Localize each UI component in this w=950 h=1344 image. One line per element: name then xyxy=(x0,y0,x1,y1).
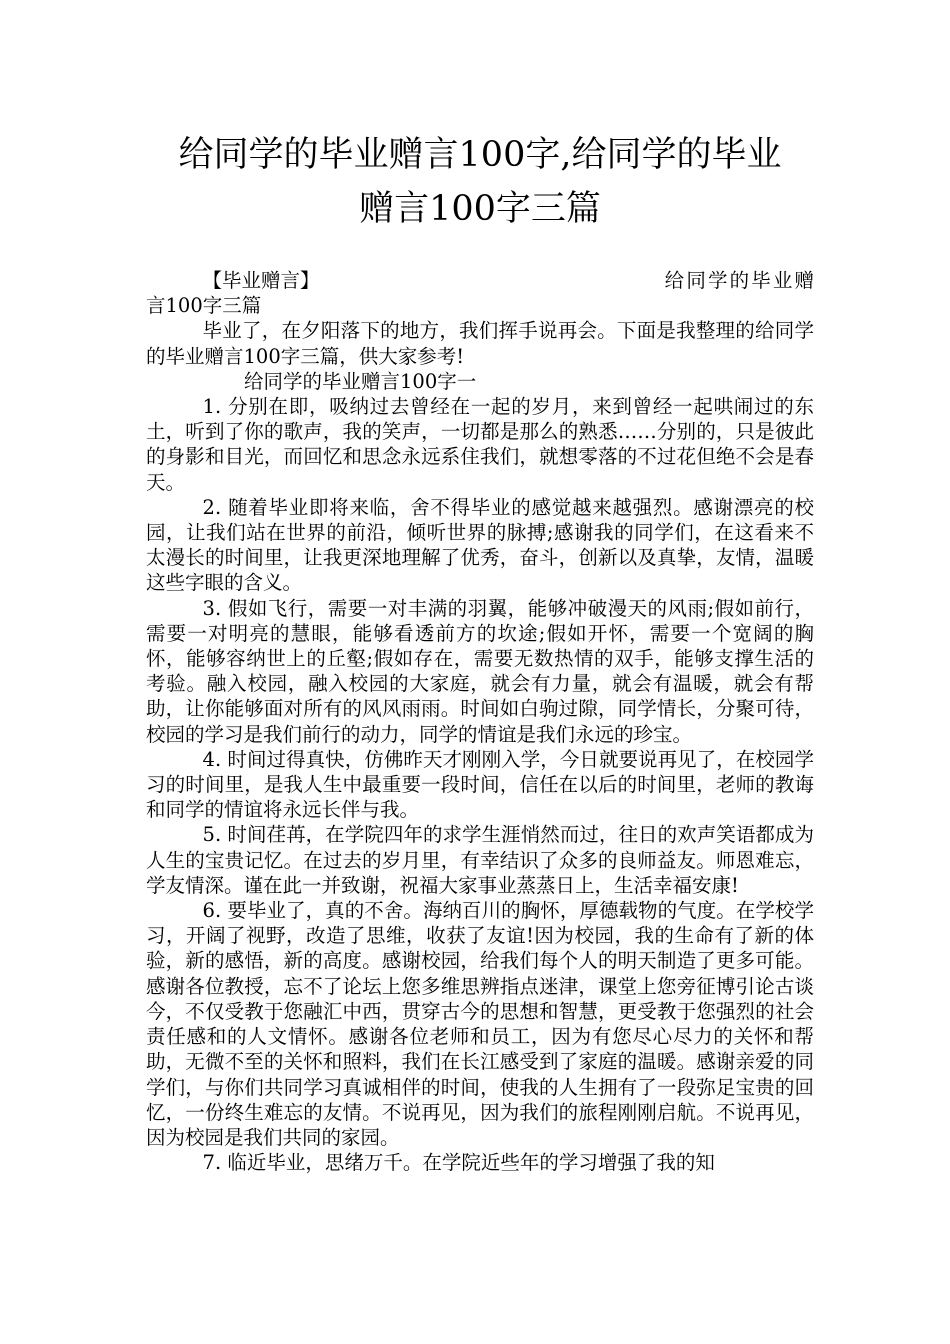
tag-title: 给同学的毕业赠言100字三篇 xyxy=(146,269,814,318)
paragraph-4: 4. 时间过得真快，仿佛昨天才刚刚入学，今日就要说再见了，在校园学习的时间里，是我人生中最重要一段时间，信任在以后的时间里，老师的教诲和同学的情谊将永远长伴与我。 xyxy=(146,747,814,822)
document-title: 给同学的毕业赠言100字,给同学的毕业赠言100字三篇 xyxy=(178,135,782,229)
paragraph-1: 1. 分别在即，吸纳过去曾经在一起的岁月，来到曾经一起哄闹过的东土，听到了你的歌声，我的笑声，一切都是那么的熟悉……分别的，只是彼此的身影和目光，而回忆和思念永远系住我们，就想零落的不过花但绝不会是春天。 xyxy=(146,395,814,494)
document-page xyxy=(146,128,814,1175)
document-body xyxy=(146,268,814,1175)
paragraph-3: 3. 假如飞行，需要一对丰满的羽翼，能够冲破漫天的风雨;假如前行，需要一对明亮的慧眼，能够看透前方的坎途;假如开怀，需要一个宽阔的胸怀，能够容纳世上的丘壑;假如存在，需要无数热情的双手，能够支撑生活的考验。融入校园，融入校园的大家庭，就会有力量，就会有温暖，就会有帮助，让你能够面对所有的风风雨雨。时间如白驹过隙，同学情长，分聚可待，校园的学习是我们前行的动力，同学的情谊是我们永远的珍宝。 xyxy=(146,596,814,746)
section-heading: 给同学的毕业赠言100字一 xyxy=(244,369,477,393)
intro-paragraph: 毕业了，在夕阳落下的地方，我们挥手说再会。下面是我整理的给同学的毕业赠言100字三篇，供大家参考! xyxy=(146,319,814,368)
tag-line xyxy=(146,268,814,318)
paragraph-7: 7. 临近毕业，思绪万千。在学院近些年的学习增强了我的知 xyxy=(202,1151,715,1175)
paragraph-5: 5. 时间荏苒，在学院四年的求学生涯悄然而过，往日的欢声笑语都成为人生的宝贵记忆。在过去的岁月里，有幸结识了众多的良师益友。师恩难忘，学友情深。谨在此一并致谢，祝福大家事业蒸蒸日上，生活幸福安康! xyxy=(146,823,814,897)
tag-label: 【毕业赠言】 xyxy=(202,269,320,292)
paragraph-2: 2. 随着毕业即将来临，舍不得毕业的感觉越来越强烈。感谢漂亮的校园，让我们站在世界的前沿，倾听世界的脉搏;感谢我的同学们，在这看来不太漫长的时间里，让我更深地理解了优秀，奋斗，创新以及真挚，友情，温暖这些字眼的含义。 xyxy=(146,495,814,595)
paragraph-6: 6. 要毕业了，真的不舍。海纳百川的胸怀，厚德载物的气度。在学校学习，开阔了视野，改造了思维，收获了友谊!因为校园，我的生命有了新的体验，新的感悟，新的高度。感谢校园，给我们每个人的明天制造了更多可能。感谢各位教授，忘不了论坛上您多维思辨指点迷津，课堂上您旁征博引论古谈今，不仅受教于您融汇中西，贯穿古今的思想和智慧，更受教于您强烈的社会责任感和的人文情怀。感谢各位老师和员工，因为有您尽心尽力的关怀和帮助，无微不至的关怀和照料，我们在长江感受到了家庭的温暖。感谢亲爱的同学们，与你们共同学习真诚相伴的时间，使我的人生拥有了一段弥足宝贵的回忆，一份终生难忘的友情。不说再见，因为我们的旅程刚刚启航。不说再见，因为校园是我们共同的家园。 xyxy=(146,899,814,1149)
